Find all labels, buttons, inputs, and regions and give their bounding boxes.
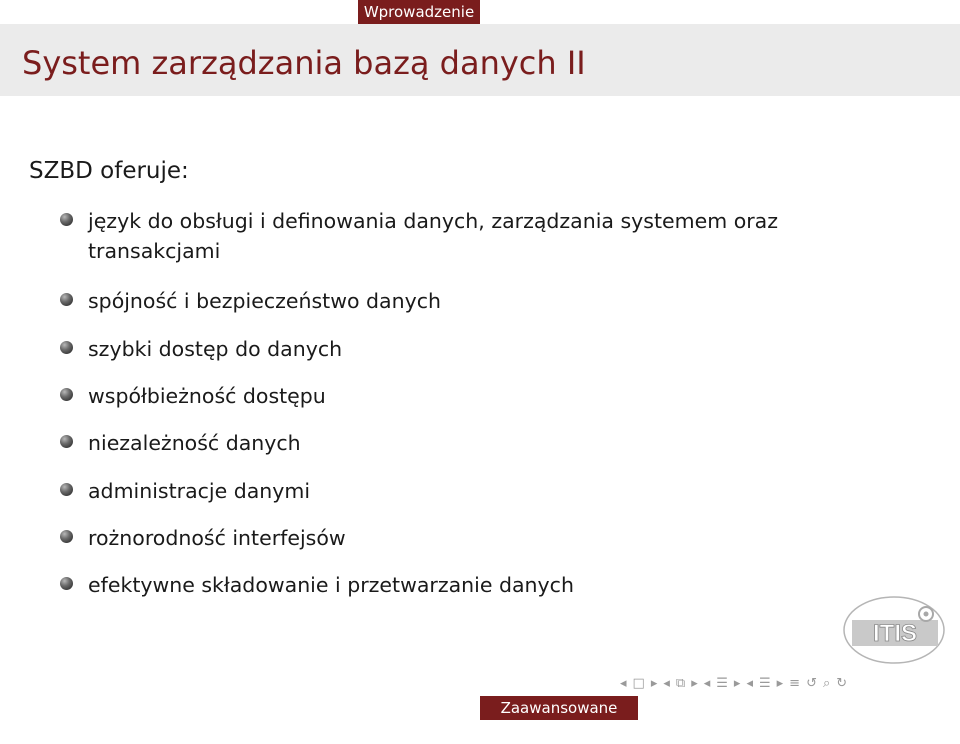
nav-prev-section-icon[interactable]: ◂: [746, 675, 753, 691]
frame-title: System zarządzania bazą danych II: [22, 44, 586, 82]
bullet-icon: [60, 577, 73, 590]
nav-slide-icon[interactable]: □: [632, 675, 645, 691]
nav-next-subsection-icon[interactable]: ▸: [733, 675, 741, 691]
nav-prev-frame-icon[interactable]: ◂: [663, 675, 670, 691]
footer-bar: [0, 696, 960, 741]
section-tab[interactable]: Wprowadzenie: [358, 0, 480, 24]
bullet-icon: [60, 483, 73, 496]
bullet-text: rożnorodność interfejsów: [88, 526, 346, 550]
beamer-navigation: [620, 674, 847, 692]
bullet-text-continued: transakcjami: [88, 239, 221, 263]
nav-section-icon[interactable]: ☰: [758, 675, 771, 691]
bullet-text: efektywne składowanie i przetwarzanie danych: [88, 573, 574, 597]
bullet-icon: [60, 530, 73, 543]
bullet-icon: [60, 341, 73, 354]
nav-back-icon[interactable]: ↺: [806, 675, 817, 691]
bullet-text: niezależność danych: [88, 431, 301, 455]
bullet-text: język do obsługi i definowania danych, zarządzania systemem oraz: [88, 209, 778, 233]
footer-title: Zaawansowane SZBD: [480, 696, 638, 720]
bullet-text: spójność i bezpieczeństwo danych: [88, 289, 441, 313]
bullet-icon: [60, 213, 73, 226]
nav-prev-slide-icon[interactable]: ◂: [620, 675, 627, 691]
nav-next-frame-icon[interactable]: ▸: [691, 675, 698, 691]
logo-text: ITIS: [872, 620, 918, 647]
nav-toc-icon[interactable]: ≡: [789, 675, 801, 691]
nav-next-slide-icon[interactable]: ▸: [650, 675, 658, 691]
bullet-text: administracje danymi: [88, 479, 311, 503]
logo-graphic: [838, 594, 950, 666]
nav-frame-icon[interactable]: ⧉: [675, 675, 686, 691]
bullet-text: szybki dostęp do danych: [88, 337, 343, 361]
nav-prev-subsection-icon[interactable]: ◂: [703, 675, 711, 691]
bullet-icon: [60, 435, 73, 448]
nav-forward-icon[interactable]: ↻: [836, 675, 848, 691]
bullet-text: współbieżność dostępu: [88, 384, 326, 408]
bullet-icon: [60, 293, 73, 306]
bullet-icon: [60, 388, 73, 401]
nav-next-section-icon[interactable]: ▸: [776, 675, 784, 691]
nav-subsection-icon[interactable]: ☰: [716, 675, 728, 691]
intro-text: SZBD oferuje:: [29, 158, 189, 184]
nav-search-icon[interactable]: ⌕: [822, 675, 831, 691]
university-logo-icon: [838, 594, 950, 666]
